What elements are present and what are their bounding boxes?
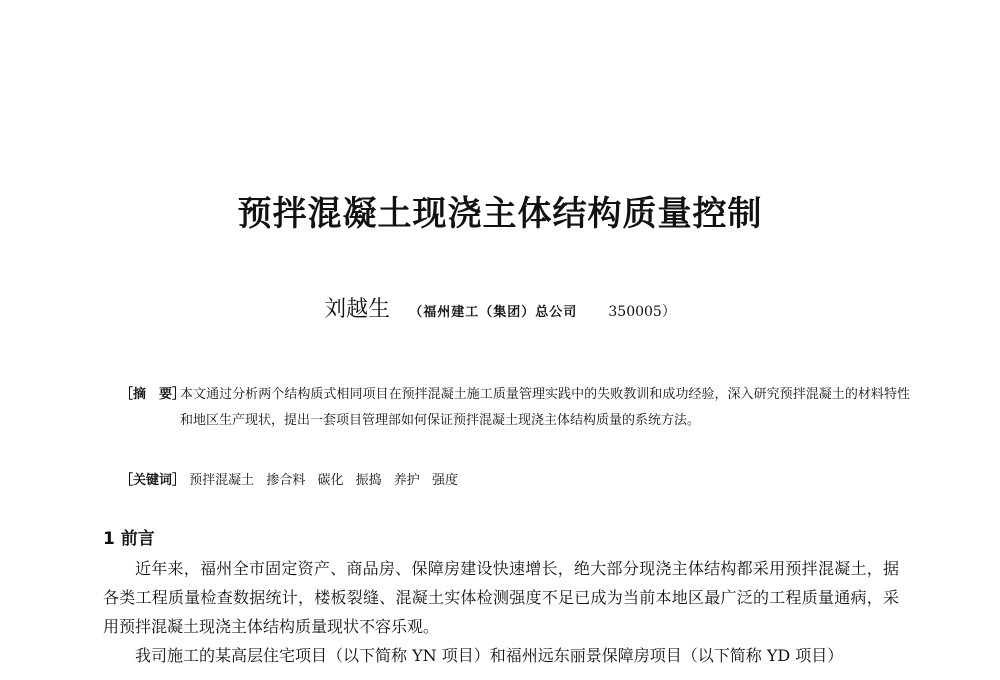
keyword: 振捣 bbox=[355, 473, 382, 488]
keyword: 预拌混凝土 bbox=[189, 473, 255, 488]
section-heading: 1 前言 bbox=[103, 529, 155, 549]
keywords-label: ［关键词］ bbox=[120, 473, 186, 488]
keyword: 碳化 bbox=[317, 473, 344, 488]
section-body bbox=[103, 554, 899, 670]
paragraph: 近年来，福州全市固定资产、商品房、保障房建设快速增长，绝大部分现浇主体结构都采用预拌混凝土，据各类工程质量检查数据统计，楼板裂缝、混凝土实体检测强度不足已成为当前本地区最广泛的工程质量通病，采用预拌混凝土现浇主体结构质量现状不容乐观。 bbox=[103, 559, 899, 636]
keyword: 强度 bbox=[431, 473, 458, 488]
abstract bbox=[120, 382, 910, 434]
byline bbox=[0, 292, 1000, 323]
paragraph: 我司施工的某高层住宅项目（以下简称 YN 项目）和福州远东丽景保障房项目（以下简称 YD 项目） bbox=[135, 646, 844, 665]
paper-title: 预拌混凝土现浇主体结构质量控制 bbox=[237, 194, 763, 234]
author-affiliation: （福州建工（集团）总公司 bbox=[409, 305, 578, 320]
keyword: 掺合料 bbox=[266, 473, 306, 488]
keyword: 养护 bbox=[393, 473, 420, 488]
postcode: 350005） bbox=[608, 304, 676, 320]
author-name: 刘越生 bbox=[324, 297, 391, 322]
abstract-text: 本文通过分析两个结构质式相同项目在预拌混凝土施工质量管理实践中的失败教训和成功经验，深入研究预拌混凝土的材料特性和地区生产现状，提出一套项目管理部如何保证预拌混凝土现浇主体结构质量的系统方法。 bbox=[180, 387, 910, 428]
keywords bbox=[120, 470, 910, 492]
abstract-label: ［摘 要］ bbox=[120, 387, 186, 402]
